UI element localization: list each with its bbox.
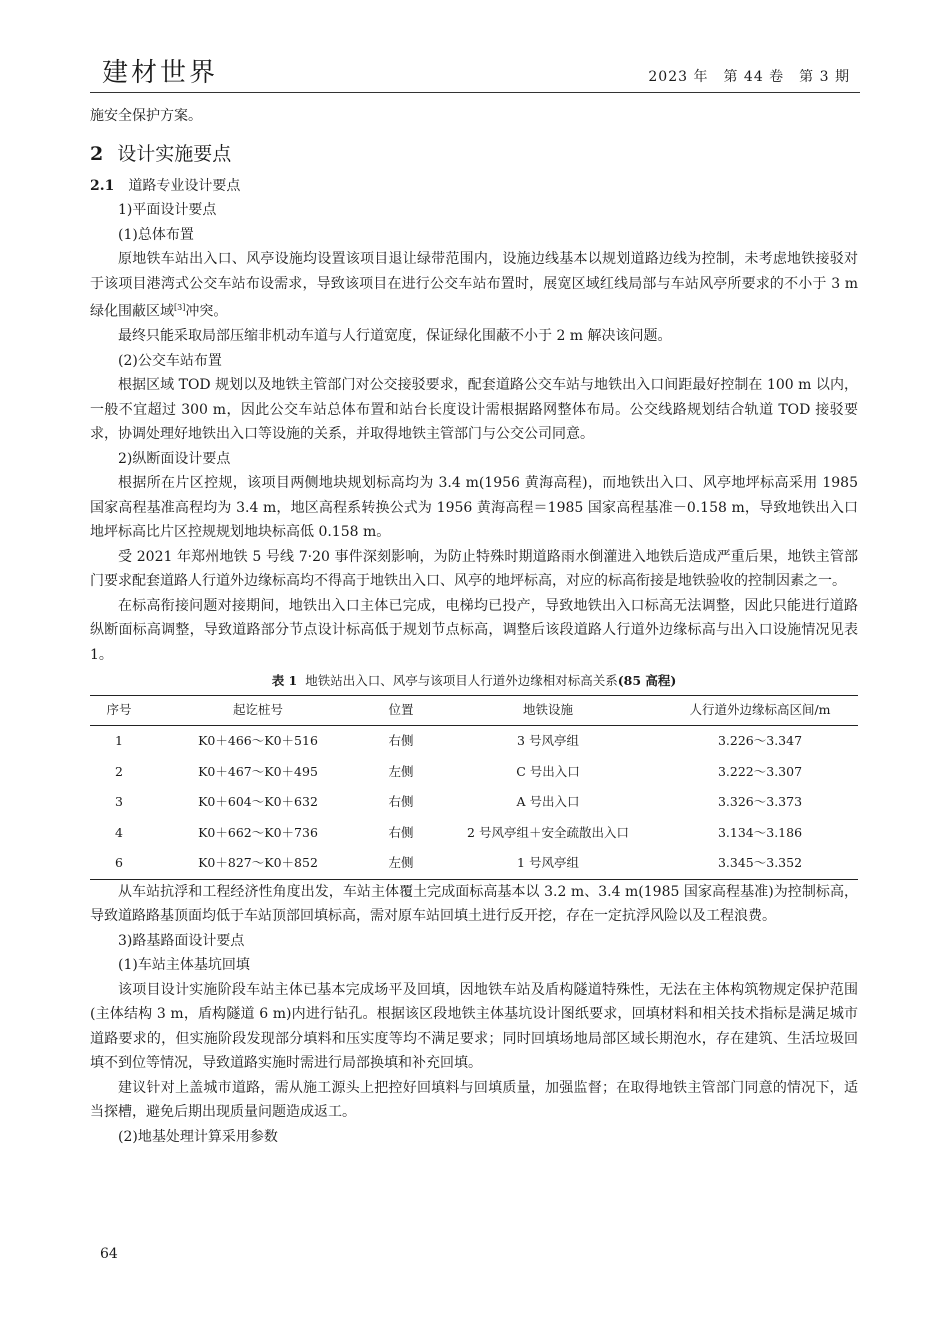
table-cell: 6 — [115, 855, 123, 871]
col-header: 起讫桩号 — [232, 702, 283, 718]
paragraph-text: 原地铁车站出入口、风亭设施均设置该项目退让绿带范围内，设施边线基本以规划道路边线为控制，未考虑地铁接驳对于该项目港湾式公交车站布设需求，导致该项目在进行公交车站布置时，展宽区域红线局部与车站风亭所要求的不小于 3 m 绿化围蔽区域 — [90, 251, 858, 320]
table-cell: K0＋827～K0＋852 — [198, 855, 318, 871]
table-label: 表 1 — [271, 673, 298, 689]
table-cell: 3 — [115, 794, 123, 810]
table-cell: 4 — [115, 824, 123, 840]
table-row — [90, 787, 858, 818]
paragraph: 施安全保护方案。 — [90, 108, 202, 124]
header-divider — [90, 92, 860, 93]
paragraph: 受 2021 年郑州地铁 5 号线 7·20 事件深刻影响，为防止特殊时期道路雨水倒灌进入地铁后造成严重后果，地铁主管部门要求配套道路人行道外边缘标高均不得高于地铁出入口、风亭的地坪标高，对应的标高衔接是地铁验收的控制因素之一。 — [90, 548, 858, 590]
col-header: 地铁设施 — [522, 702, 573, 718]
col-header: 位置 — [388, 702, 414, 718]
citation-ref[interactable]: [3] — [174, 303, 186, 312]
paragraph: 在标高衔接问题对接期间，地铁出入口主体已完成，电梯均已投产，导致地铁出入口标高无法调整，因此只能进行道路纵断面标高调整，导致道路部分节点设计标高低于规划节点标高，调整后该段道路人行道外边缘标高与出入口设施情况见表 1。 — [90, 597, 858, 663]
table-cell: 3.222～3.307 — [717, 763, 803, 779]
paragraph: 根据所在片区控规，该项目两侧地块规划标高均为 3.4 m(1956 黄海高程)，而地铁出入口、风亭地坪标高采用 1985 国家高程基准高程均为 3.4 m，地区高程系转换公式为 1956 黄海高程＝1985 国家高程基准－0.158 m，导致地铁出入口地坪标高比片区控规规划地块标高低 0.158 m。 — [90, 475, 858, 541]
item-heading: (2)地基处理计算采用参数 — [118, 1128, 278, 1145]
table-cell: 2 号风亭组＋安全疏散出入口 — [467, 824, 629, 840]
col-header: 序号 — [106, 702, 132, 718]
item-heading: (2)公交车站布置 — [118, 352, 222, 369]
table-caption-text: 地铁站出入口、风亭与该项目人行道外边缘相对标高关系 — [305, 673, 618, 689]
item-heading: (1)总体布置 — [118, 226, 194, 243]
table-cell: 右侧 — [388, 794, 414, 810]
col-header: 人行道外边缘标高区间/m — [689, 702, 831, 718]
table-cell: 3.134～3.186 — [717, 824, 803, 840]
paragraph: 该项目设计实施阶段车站主体已基本完成场平及回填，因地铁车站及盾构隧道特殊性，无法在主体构筑物规定保护范围(主体结构 3 m，盾构隧道 6 m)内进行钻孔。根据该区段地铁主体基坑设计图纸要求，回填材料和相关技术指标是满足城市道路要求的，但实施阶段发现部分填料和压实度等均不满足要求；同时回填场地局部区域长期泡水，存在建筑、生活垃圾回填不到位等情况，导致道路实施时需进行局部换填和补充回填。 — [90, 981, 858, 1072]
table-cell: 右侧 — [388, 733, 414, 749]
data-table — [90, 695, 858, 880]
item-heading: 2)纵断面设计要点 — [118, 450, 231, 467]
table-cell: 右侧 — [388, 824, 414, 840]
table-row — [90, 818, 858, 849]
table-cell: A 号出入口 — [516, 794, 580, 810]
item-heading: 1)平面设计要点 — [118, 202, 217, 218]
table-row — [90, 757, 858, 788]
page-number: 64 — [100, 1246, 118, 1262]
paragraph-text: 冲突。 — [185, 303, 228, 320]
table-cell: 左侧 — [388, 763, 414, 779]
paragraph — [90, 247, 858, 324]
subsection-title: 道路专业设计要点 — [128, 177, 241, 194]
paragraph: 建议针对上盖城市道路，需从施工源头上把控好回填料与回填质量，加强监督；在取得地铁主管部门同意的情况下，适当探槽，避免后期出现质量问题造成返工。 — [90, 1079, 858, 1121]
table-row — [90, 848, 858, 879]
table-cell: 左侧 — [388, 855, 414, 871]
paragraph: 最终只能采取局部压缩非机动车道与人行道宽度，保证绿化围蔽不小于 2 m 解决该问题。 — [118, 328, 672, 345]
table-cell: 1 — [115, 733, 123, 749]
paragraph: 根据区域 TOD 规划以及地铁主管部门对公交接驳要求，配套道路公交车站与地铁出入口间距最好控制在 100 m 以内，一般不宜超过 300 m，因此公交车站总体布置和站台长度设计需根据路网整体布局。公交线路规划结合轨道 TOD 接驳要求，协调处理好地铁出入口等设施的关系，并取得地铁主管部门与公交公司同意。 — [90, 377, 858, 443]
table-cell: K0＋662～K0＋736 — [198, 824, 318, 840]
paragraph: 从车站抗浮和工程经济性角度出发，车站主体覆土完成面标高基本以 3.2 m、3.4 m(1985 国家高程基准)为控制标高，导致道路路基顶面均低于车站顶部回填标高，需对原车站回填土进行反开挖，存在一定抗浮风险以及工程浪费。 — [90, 883, 858, 925]
table-cell: 3 号风亭组 — [517, 733, 579, 749]
subsection-number: 2.1 — [90, 177, 115, 194]
table-cell: 3.226～3.347 — [717, 733, 803, 749]
table-cell: 1 号风亭组 — [517, 855, 579, 871]
table-caption — [90, 671, 858, 691]
table-cell: K0＋467～K0＋495 — [198, 763, 318, 779]
table-cell: 3.326～3.373 — [717, 794, 803, 810]
journal-title: 建材世界 — [102, 58, 219, 88]
item-heading: (1)车站主体基坑回填 — [118, 957, 250, 974]
table-header-row — [90, 696, 858, 726]
subsection-heading — [90, 174, 858, 199]
table-cell: K0＋604～K0＋632 — [198, 794, 318, 810]
table-cell: K0＋466～K0＋516 — [198, 733, 318, 749]
article-body — [90, 104, 858, 1149]
table-cell: 3.345～3.352 — [717, 855, 803, 871]
section-number: 2 — [90, 142, 104, 165]
table-cell: C 号出入口 — [516, 763, 580, 779]
table-row — [90, 726, 858, 757]
table-cell: 2 — [115, 763, 123, 779]
issue-info: 2023 年 第 44 卷 第 3 期 — [648, 69, 850, 85]
section-title: 设计实施要点 — [117, 142, 232, 165]
table-caption-tail: (85 高程) — [617, 673, 677, 689]
item-heading: 3)路基路面设计要点 — [118, 932, 245, 949]
section-heading — [90, 140, 858, 168]
